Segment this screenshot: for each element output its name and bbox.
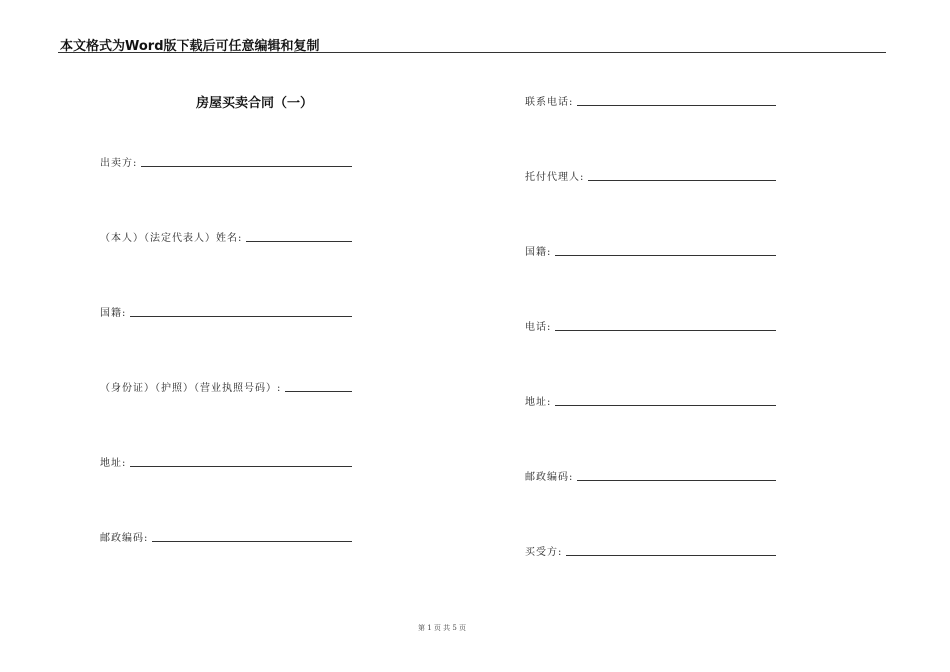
field-label: 邮政编码: [100,533,149,544]
page-number: 第 1 页 共 5 页 [417,624,467,632]
field-id-number [100,379,352,394]
blank-line[interactable] [130,316,352,317]
document-title: 房屋买卖合同（一） [196,96,314,111]
field-postal-code [100,529,352,544]
field-postal-code [525,468,776,483]
field-label: 国籍: [525,247,552,258]
field-address [525,393,776,408]
blank-line[interactable] [130,466,352,467]
blank-line[interactable] [246,241,352,242]
field-nationality [100,304,352,319]
field-label: 地址: [525,397,552,408]
field-label: 地址: [100,458,127,469]
blank-line[interactable] [566,555,776,556]
field-label: 国籍: [100,308,127,319]
blank-line[interactable] [555,330,776,331]
field-label: 出卖方: [100,158,138,169]
field-label: （本人）（法定代表人）姓名: [100,233,243,244]
blank-line[interactable] [152,541,352,542]
blank-line[interactable] [577,105,776,106]
header-divider [58,52,886,53]
field-label: （身份证）（护照）（营业执照号码）: [100,383,282,394]
field-label: 电话: [525,322,552,333]
field-label: 邮政编码: [525,472,574,483]
field-contact-phone [525,93,776,108]
blank-line[interactable] [285,391,352,392]
field-address [100,454,352,469]
blank-line[interactable] [555,255,776,256]
field-phone [525,318,776,333]
field-label: 联系电话: [525,97,574,108]
field-label: 托付代理人: [525,172,585,183]
field-agent [525,168,776,183]
blank-line[interactable] [577,480,776,481]
field-name [100,229,352,244]
blank-line[interactable] [588,180,776,181]
blank-line[interactable] [555,405,776,406]
field-label: 买受方: [525,547,563,558]
document-header: 本文格式为Word版下载后可任意编辑和复制 [60,39,320,54]
blank-line[interactable] [141,166,352,167]
field-seller [100,154,352,169]
field-buyer [525,543,776,558]
field-nationality [525,243,776,258]
